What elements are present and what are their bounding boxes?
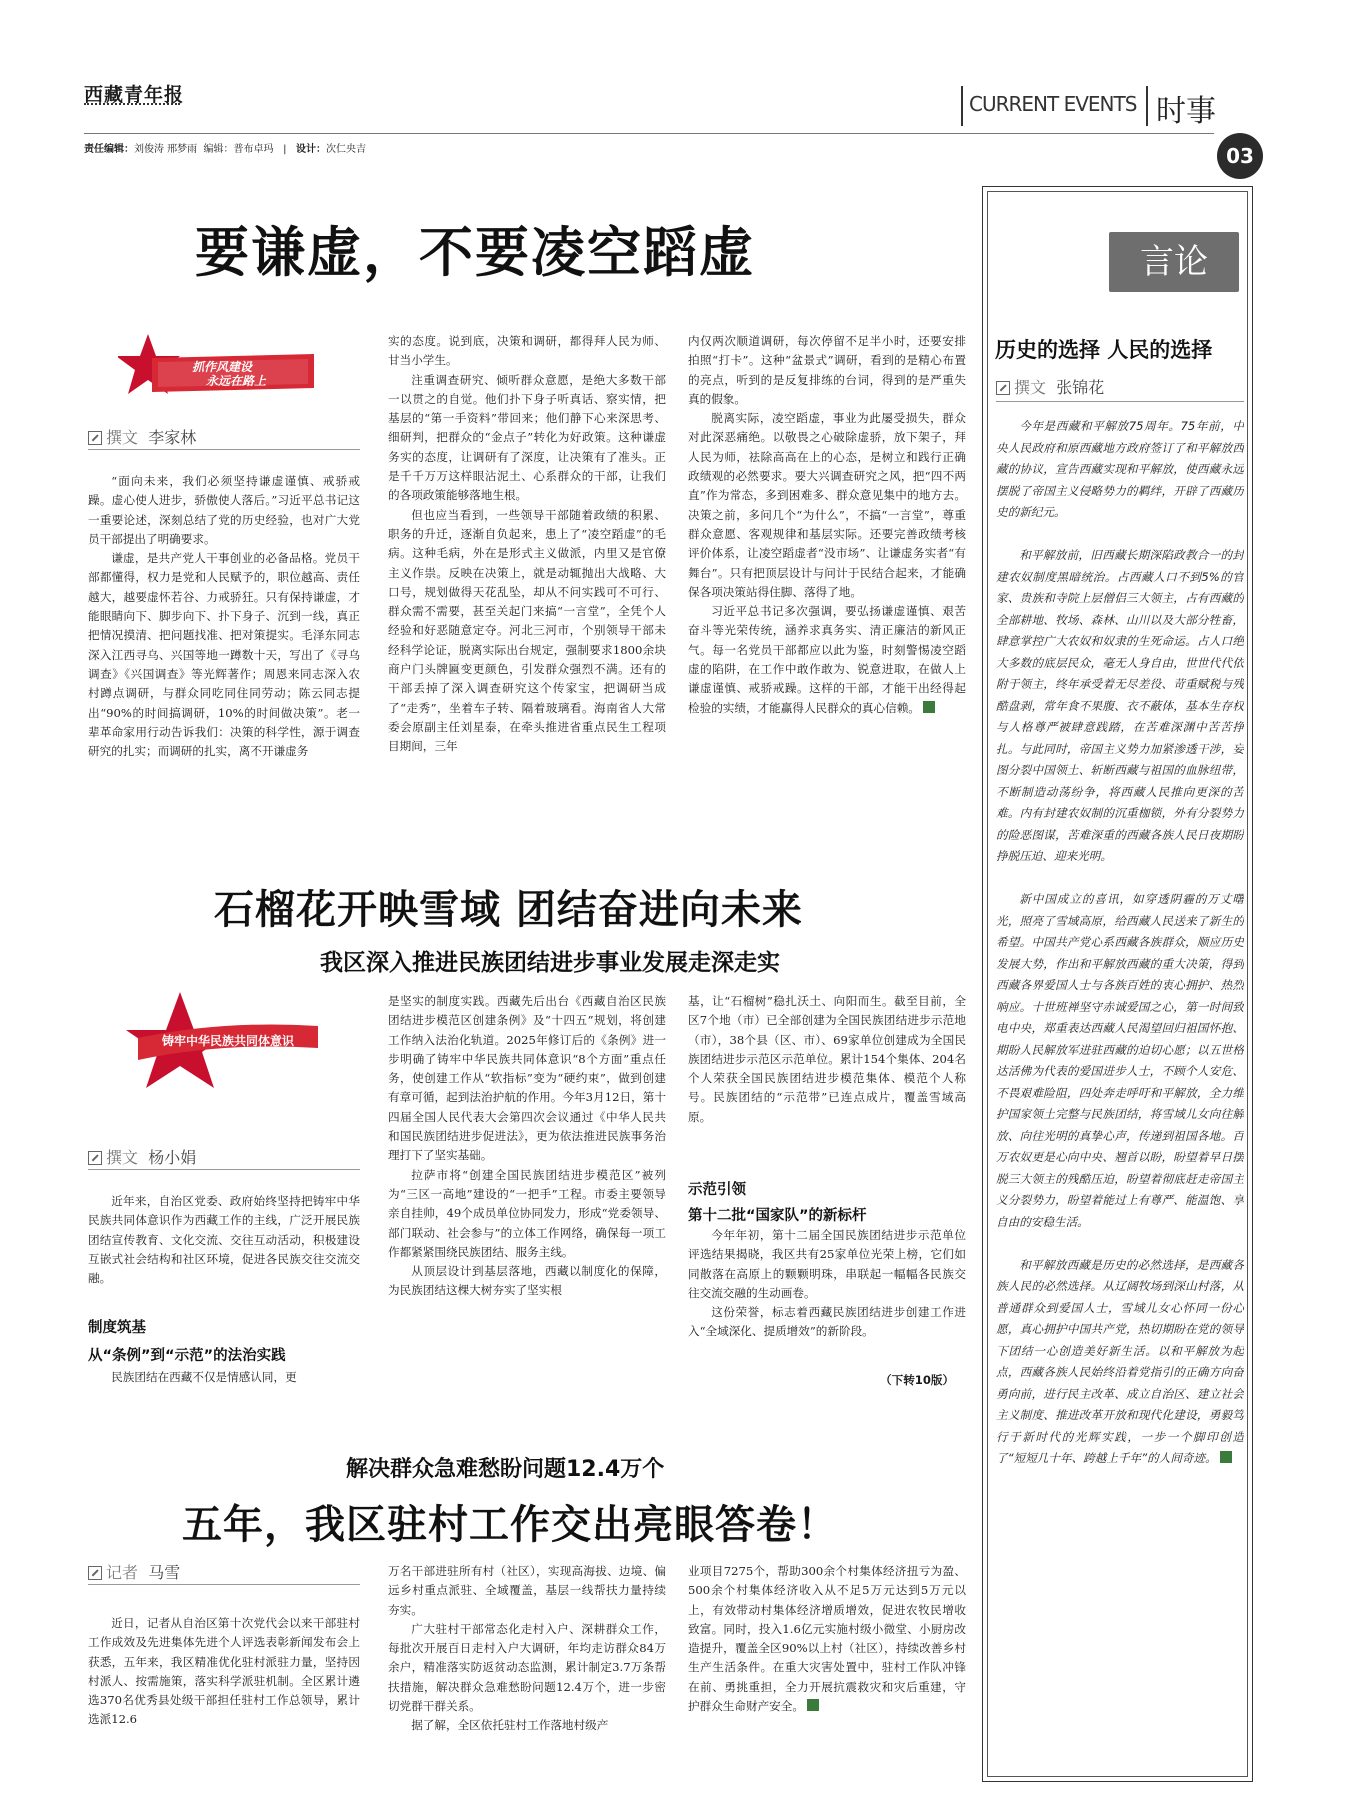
article3-column-1: 近日，记者从自治区第十次党代会以来干部驻村工作成效及先进集体先进个人评选表彰新闻发布会上获悉，五年来，我区精准优化驻村派驻力量，坚持因村派人、按需施策，落实科学派驻机制。全区累计遴选370名优秀县处级干部担任驻村工作总领导，累计选派12.6 <box>88 1616 360 1727</box>
article2-byline: 撰文 杨小娟 <box>88 1145 196 1168</box>
article3-column-2: 万名干部进驻所有村（社区），实现高海拔、边境、偏远乡村重点派驻、全域覆盖，基层一线帮扶力量持续夯实。 广大驻村干部常态化走村入户、深耕群众工作，每批次开展百日走村入户大调研，年均走访群众84万余户，精准落实防返贫动态监测，累计制定3.7万条帮扶措施，解决群众急难愁盼问题12.4万个，进一步密切党群干群关系。 据了解，全区依托驻村工作落地村级产 <box>388 1564 666 1733</box>
section-divider-left <box>961 86 963 126</box>
section-name-en: CURRENT EVENTS <box>969 92 1137 116</box>
end-mark-icon <box>923 701 935 713</box>
badge-text: 铸牢中华民族共同体意识 <box>162 1034 295 1048</box>
section-name-cn: 时事 <box>1156 94 1216 129</box>
article3-pre-headline: 解决群众急难愁盼问题12.4万个 <box>346 1457 665 1482</box>
article1-column-3: 内仅两次顺道调研，每次停留不足半小时，还要安排拍照“打卡”。这种“盆景式”调研，看到的是精心布置的亮点，听到的是反复排练的台词，得到的是严重失真的假象。 脱离实际，凌空蹈虚，事业为此屡受损失，群众对此深恶痛绝。以敬畏之心破除虚骄，放下架子，拜人民为师，祛除高高在上的心态，是树立和践行正确政绩观的必然要求。要大兴调查研究之风，把“四不两直”作为常态，多到困难多、群众意见集中的地方去。决策之前，多问几个“为什么”，不搞“一言堂”，尊重群众意愿、客观规律和基层实际。还要完善政绩考核评价体系，让凌空蹈虚者“没市场”、让谦虚务实者“有舞台”。只有把顶层设计与问计于民结合起来，才能确保各项决策站得住脚、落得了地。 习近平总书记多次强调，要弘扬谦虚谨慎、艰苦奋斗等光荣传统，涵养求真务实、清正廉洁的新风正气。每一名党员干部都应以此为鉴，时刻警惕凌空蹈虚的陷阱，在工作中敢作敢为、锐意进取，在做人上谦虚谨慎、戒骄戒躁。这样的干部，才能干出经得起检验的实绩，才能赢得人民群众的真心信赖。 <box>688 334 966 715</box>
article3-column-3: 业项目7275个，帮助300余个村集体经济扭亏为盈、500余个村集体经济收入从不足5万元达到5万元以上，有效带动村集体经济增质增效，促进农牧民增收致富。同时，投入1.6亿元实施村级小微堂、小厨房改造提升，覆盖全区90%以上村（社区），持续改善乡村生产生活条件。在重大灾害处置中，驻村工作队冲锋在前、勇挑重担，全力开展抗震救灾和灾后重建，守护群众生命财产安全。 <box>688 1564 966 1714</box>
article1-byline: 撰文 李家林 <box>88 425 196 448</box>
byline-rule <box>88 449 360 450</box>
byline-rule <box>996 401 1244 402</box>
article2-section2-subheading: 第十二批“国家队”的新标杆 <box>688 1208 867 1224</box>
opinion-tag: 言论 <box>1109 232 1239 292</box>
article2-column-2: 是坚实的制度实践。西藏先后出台《西藏自治区民族团结进步模范区创建条例》及“十四五”规划，将创建工作纳入法治化轨道。2025年修订后的《条例》进一步明确了铸牢中华民族共同体意识“8个方面”重点任务，使创建工作从“软指标”变为“硬约束”，做到创建有章可循，起到法治护航的作用。今年3月12日，第十四届全国人民代表大会第四次会议通过《中华人民共和国民族团结进步促进法》，更为依法推进民族事务治理打下了坚实基础。 拉萨市将“创建全国民族团结进步模范区”被列为“三区一高地”建设的“一把手”工程。市委主要领导亲自挂帅，49个成员单位协同发力，形成“党委领导、部门联动、社会参与”的立体工作网络，确保每一项工作都紧紧围绕民族团结、服务主线。 从顶层设计到基层落地，西藏以制度化的保障，为民族团结这棵大树夯实了坚实根 <box>388 994 666 1298</box>
article2-section2-heading: 示范引领 <box>688 1182 746 1198</box>
opinion-body: 今年是西藏和平解放75周年。75年前，中央人民政府和原西藏地方政府签订了和平解放西藏的协议，宣告西藏实现和平解放，使西藏永远摆脱了帝国主义侵略势力的羁绊，开辟了西藏历史的新纪元。 和平解放前，旧西藏长期深陷政教合一的封建农奴制度黑暗统治。占西藏人口不到5%的官家、贵族和寺院上层僧侣三大领主，占有西藏的全部耕地、牧场、森林、山川以及大部分牲畜，肆意掌控广大农奴和奴隶的生死命运。占人口绝大多数的底层民众，毫无人身自由，世世代代依附于领主，终年承受着无尽差役、苛重赋税与残酷盘剥，常年食不果腹、衣不蔽体，基本生存权与人格尊严被肆意践踏，在苦难深渊中苦苦挣扎。与此同时，帝国主义势力加紧渗透干涉，妄图分裂中国领土、斩断西藏与祖国的血脉纽带，不断制造动荡纷争，将西藏人民推向更深的苦难。内有封建农奴制的沉重枷锁，外有分裂势力的险恶图谋，苦难深重的西藏各族人民日夜期盼挣脱压迫、迎来光明。 新中国成立的喜讯，如穿透阴霾的万丈曙光，照亮了雪域高原，给西藏人民送来了新生的希望。中国共产党心系西藏各族群众，顺应历史发展大势，作出和平解放西藏的重大决策，得到西藏各界爱国人士与各族百姓的衷心拥护、热烈响应。十世班禅坚守赤诚爱国之心，第一时间致电中央，郑重表达西藏人民渴望回归祖国怀抱、期盼人民解放军进驻西藏的迫切心愿；以五世格达活佛为代表的爱国进步人士，不顾个人安危、不畏艰难险阻，四处奔走呼吁和平解放，全力维护国家领土完整与民族团结，将雪域儿女向往解放、向往光明的真挚心声，传递到祖国各地。百万农奴更是心向中央、翘首以盼，盼望着早日摆脱三大领主的残酷压迫，盼望着彻底赶走帝国主义分裂势力，盼望着能过上有尊严、能温饱、享自由的安稳生活。 和平解放西藏是历史的必然选择，是西藏各族人民的必然选择。从辽阔牧场到深山村落，从普通群众到爱国人士，雪域儿女心怀同一份心愿，真心拥护中国共产党，热切期盼在党的领导下团结一心创造美好新生活。以和平解放为起点，西藏各族人民始终沿着党指引的正确方向奋勇向前，进行民主改革、成立自治区、建立社会主义制度、推进改革开放和现代化建设，勇毅笃行于新时代的光辉实践，一步一个脚印创造了“短短几十年、跨越上千年”的人间奇迹。 <box>996 419 1244 1465</box>
article1-column-1: “面向未来，我们必须坚持谦虚谨慎、戒骄戒躁。虚心使人进步，骄傲使人落后。”习近平总书记这一重要论述，深刻总结了党的历史经验，也对广大党员干部提出了明确要求。 谦虚，是共产党人干事创业的必备品格。党员干部都懂得，权力是党和人民赋予的，职位越高、责任越大，越要虚怀若谷、力戒骄狂。只有保持谦虚，才能眼睛向下、脚步向下、扑下身子、沉到一线，真正把情况摸清、把问题找准、把对策提实。毛泽东同志深入江西寻乌、兴国等地一蹲数十天，写出了《寻乌调查》《兴国调查》等光辉著作；周恩来同志深入农村蹲点调研，与群众同吃同住同劳动；陈云同志提出“90%的时间搞调研，10%的时间做决策”。老一辈革命家用行动告诉我们：决策的科学性，源于调查研究的扎实；而调研的扎实，离不开谦虚务 <box>88 474 360 759</box>
discipline-campaign-badge <box>118 330 318 402</box>
unity-badge <box>118 990 328 1090</box>
continued-notice: （下转10版） <box>880 1373 955 1387</box>
article2-column-3-top: 基，让“石榴树”稳扎沃土、向阳而生。截至目前，全区7个地（市）已全部创建为全国民族团结进步示范地（市），38个县（区、市）、69家单位创建成为全国民族团结进步示范区示范单位。累计154个集体、204名个人荣获全国民族团结进步模范集体、模范个人称号。民族团结的“示范带”已连点成片，覆盖雪域高原。 <box>688 994 966 1124</box>
opinion-title: 历史的选择 人民的选择 <box>995 337 1213 362</box>
end-mark-icon <box>807 1699 819 1711</box>
page-number-badge: 03 <box>1217 133 1263 179</box>
article3-headline: 五年，我区驻村工作交出亮眼答卷！ <box>182 1501 838 1548</box>
editor-credits: 责任编辑：刘俊涛 邢梦雨 编辑：普布卓玛 | 设计：次仁央吉 <box>84 144 366 155</box>
pen-icon <box>88 431 102 445</box>
article2-subheadline: 我区深入推进民族团结进步事业发展走深走实 <box>320 950 780 976</box>
badge-text: 抓作风建设 永远在路上 <box>192 360 267 388</box>
header-rule-top <box>84 133 1214 134</box>
article2-column-1-tail: 民族团结在西藏不仅是情感认同，更 <box>111 1370 297 1384</box>
opinion-byline: 撰文 张锦花 <box>996 375 1104 398</box>
pen-icon <box>88 1566 102 1580</box>
pen-icon <box>996 381 1010 395</box>
end-mark-icon <box>1220 1451 1232 1463</box>
article2-column-3-bottom: 今年年初，第十二届全国民族团结进步示范单位评选结果揭晓，我区共有25家单位光荣上榜，它们如同散落在高原上的颗颗明珠，串联起一幅幅各民族交往交流交融的生动画卷。 这份荣誉，标志着西藏民族团结进步创建工作进入“全域深化、提质增效”的新阶段。 <box>688 1228 966 1339</box>
article3-byline: 记者 马雪 <box>88 1560 180 1583</box>
newspaper-tibetan-name <box>84 103 180 109</box>
article1-column-2: 实的态度。说到底，决策和调研，都得拜人民为师、甘当小学生。 注重调查研究、倾听群众意愿，是绝大多数干部一以贯之的自觉。他们扑下身子听真话、察实情，把基层的“第一手资料”带回来；他们静下心来深思考、细研判，把群众的“金点子”转化为好政策。这种谦虚务实的态度，让调研有了深度，让决策有了准头。正是千千万万这样眼沾泥土、心系群众的干部，让我们的各项政策能够落地生根。 但也应当看到，一些领导干部随着政绩的积累、职务的升迁，逐渐自负起来，患上了“凌空蹈虚”的毛病。这种毛病，外在是形式主义做派，内里又是官僚主义作祟。反映在决策上，就是动辄抛出大战略、大口号，规划做得天花乱坠，却从不问实践可不可行、群众需不需要，甚至关起门来搞“一言堂”，全凭个人经验和好恶随意定夺。河北三河市，个别领导干部未经科学论证，脱离实际出台规定，强制要求1800余块商户门头牌匾变更颜色，引发群众强烈不满。还有的干部丢掉了深入调查研究这个传家宝，把调研当成了“走秀”，坐着车子转、隔着玻璃看。海南省人大常委会原副主任刘星泰，在牵头推进省重点民生工程项目期间，三年 <box>388 334 666 754</box>
pen-icon <box>88 1151 102 1165</box>
article2-headline: 石榴花开映雪域 团结奋进向未来 <box>214 886 803 933</box>
section-divider-right <box>1146 86 1148 126</box>
article2-section1-heading: 制度筑基 <box>88 1320 146 1336</box>
article1-headline: 要谦虚，不要凌空蹈虚 <box>195 221 755 284</box>
newspaper-name: 西藏青年报 <box>84 84 185 106</box>
article2-column-1-intro: 近年来，自治区党委、政府始终坚持把铸牢中华民族共同体意识作为西藏工作的主线，广泛开展民族团结宣传教育、文化交流、交往互动活动，积极建设互嵌式社会结构和社区环境，促进各民族交往交流交融。 <box>88 1194 360 1286</box>
article2-section1-subheading: 从“条例”到“示范”的法治实践 <box>88 1348 286 1364</box>
byline-rule <box>88 1169 360 1170</box>
byline-rule <box>88 1584 360 1585</box>
